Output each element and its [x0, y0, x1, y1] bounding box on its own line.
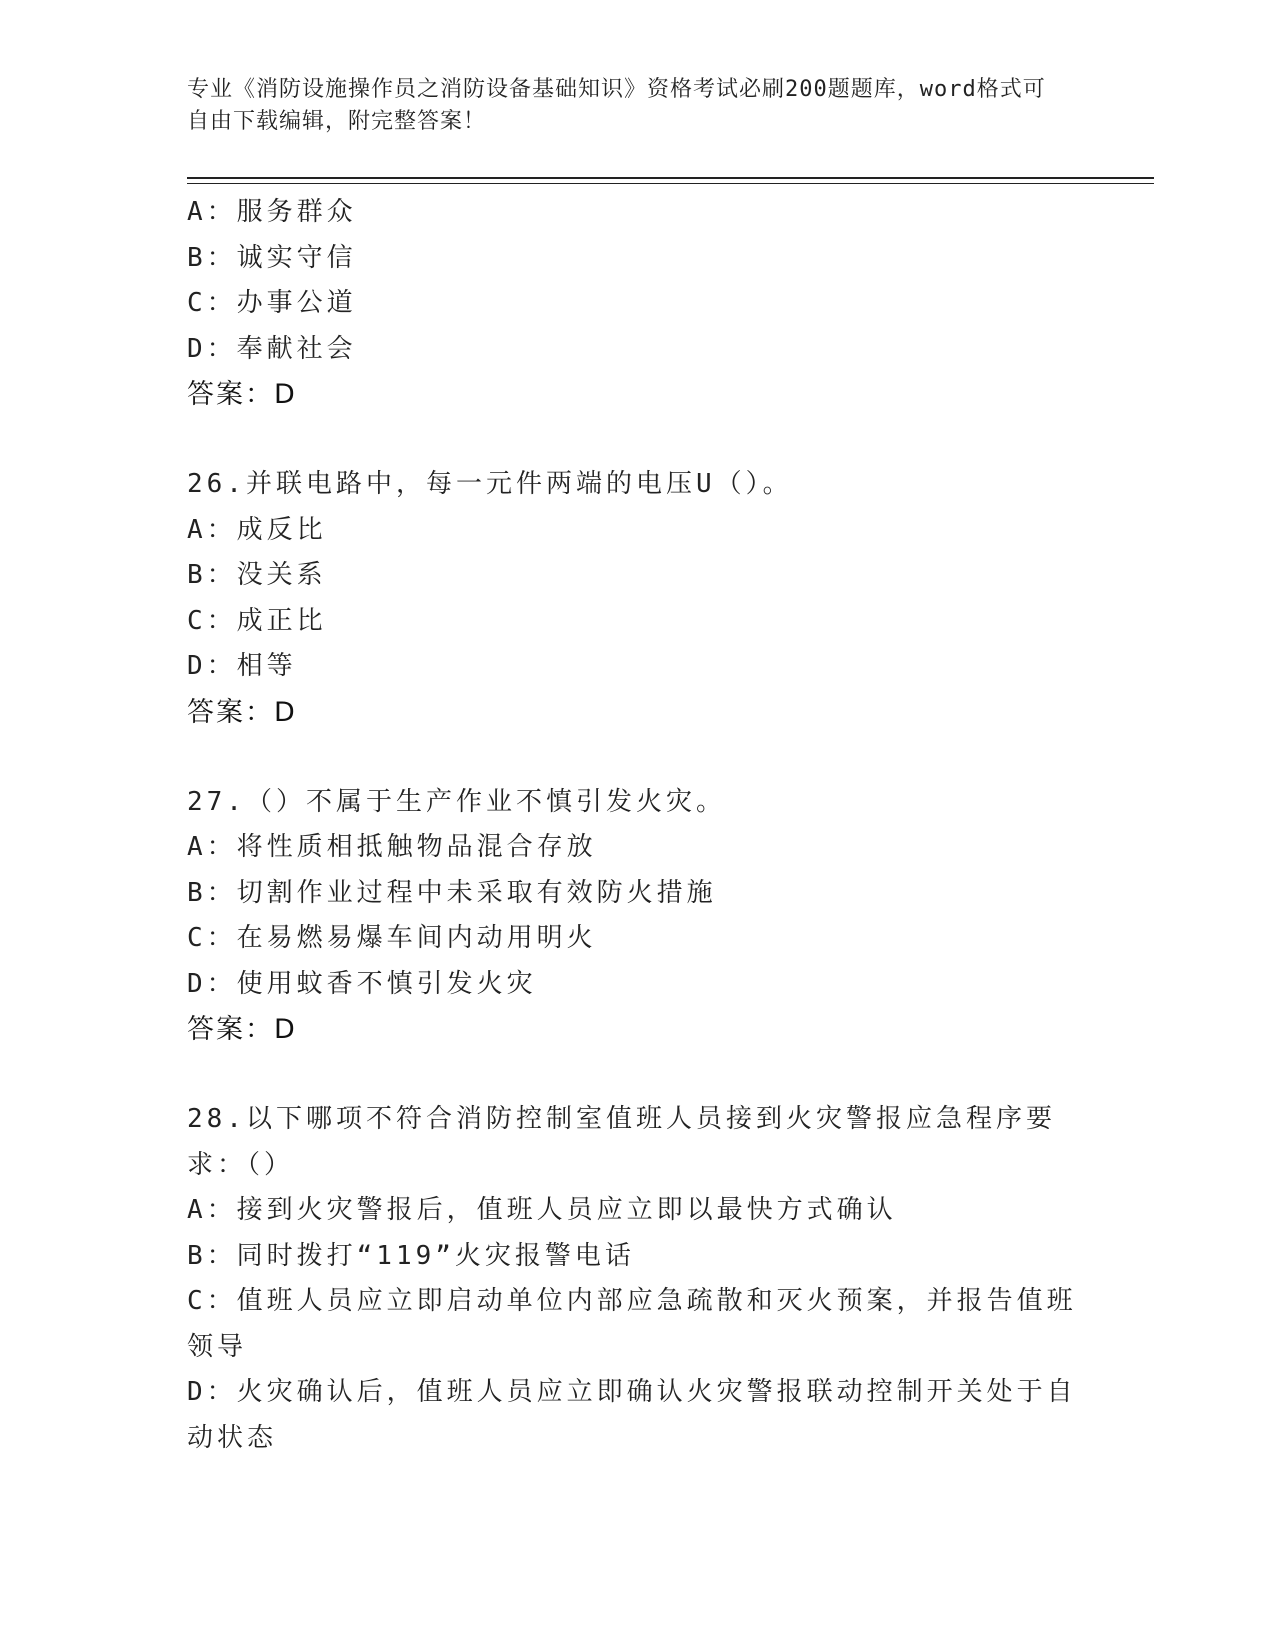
- option-d: D：火灾确认后，值班人员应立即确认火灾警报联动控制开关处于自动状态: [187, 1377, 1077, 1453]
- option-d: D：相等: [187, 651, 297, 681]
- question-stem: 26.并联电路中，每一元件两端的电压U（）。: [187, 469, 793, 499]
- option-a: A：将性质相抵触物品混合存放: [187, 832, 597, 862]
- document-header: 专业《消防设施操作员之消防设备基础知识》资格考试必刷200题题库，word格式可自由下载编辑，附完整答案！: [187, 77, 1046, 134]
- header-divider-thin: [187, 183, 1154, 184]
- option-c: C：成正比: [187, 605, 327, 636]
- option-c: C：在易燃易爆车间内动用明火: [187, 923, 597, 953]
- option-b: B：没关系: [187, 560, 327, 590]
- option-b: B：切割作业过程中未采取有效防火措施: [187, 877, 717, 908]
- option-d: D：使用蚊香不慎引发火灾: [187, 968, 537, 999]
- question-stem: 28.以下哪项不符合消防控制室值班人员接到火灾警报应急程序要求：（）: [187, 1104, 1056, 1180]
- question-spacer: [187, 418, 1087, 462]
- option-c: C：办事公道: [187, 288, 357, 318]
- question-list: [187, 190, 1087, 1461]
- option-a: A：成反比: [187, 514, 327, 545]
- question-block-28: [187, 1097, 1087, 1461]
- question-stem: 27.（）不属于生产作业不慎引发火灾。: [187, 786, 726, 817]
- header-divider-thick: [187, 177, 1154, 179]
- answer-line: 答案：D: [187, 696, 297, 728]
- question-block-27: [187, 780, 1087, 1054]
- option-a: A：服务群众: [187, 197, 357, 227]
- option-c: C：值班人员应立即启动单位内部应急疏散和灭火预案，并报告值班领导: [187, 1286, 1077, 1362]
- option-b: B：同时拨打“119”火灾报警电话: [187, 1240, 635, 1271]
- option-a: A：接到火灾警报后，值班人员应立即以最快方式确认: [187, 1195, 897, 1225]
- question-block-25: [187, 190, 1087, 418]
- question-spacer: [187, 1053, 1087, 1097]
- answer-line: 答案：D: [187, 379, 297, 410]
- question-spacer: [187, 736, 1087, 780]
- question-block-26: [187, 462, 1087, 736]
- option-d: D：奉献社会: [187, 333, 357, 364]
- answer-line: 答案：D: [187, 1014, 297, 1045]
- option-b: B：诚实守信: [187, 242, 357, 273]
